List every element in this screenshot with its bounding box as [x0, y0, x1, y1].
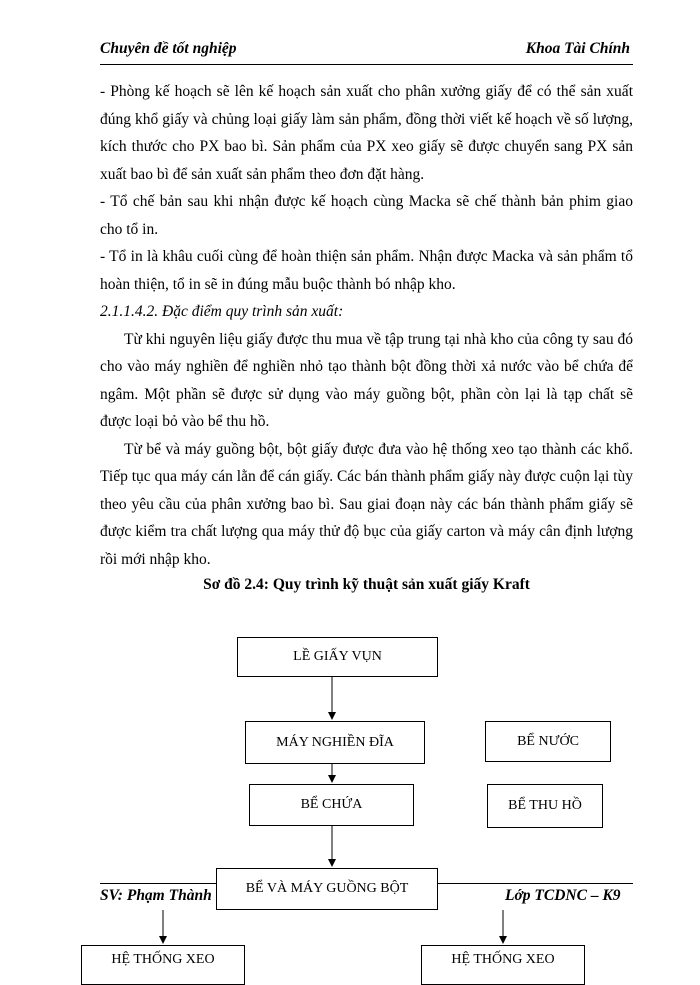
- box-he-thong-xeo-right: HỆ THỐNG XEO: [421, 945, 585, 985]
- box-le-giay-vun: LỀ GIẤY VỤN: [237, 637, 438, 677]
- box-be-nuoc: BỂ NƯỚC: [485, 721, 611, 762]
- box-be-va-may-guong-bot: BỂ VÀ MÁY GUỒNG BỘT: [216, 868, 438, 910]
- footer-right: Lớp TCDNC – K9: [505, 887, 621, 904]
- paragraph-printing: - Tổ in là khâu cuối cùng để hoàn thiện sản phẩm. Nhận được Macka và sản phẩm tổ hoàn thiện, tổ in sẽ in đúng mẫu buộc thành bó nhập kho.: [100, 248, 633, 293]
- box-he-thong-xeo-left: HỆ THỐNG XEO: [81, 945, 245, 985]
- section-heading: 2.1.1.4.2. Đặc điểm quy trình sản xuất:: [100, 303, 344, 320]
- box-may-nghien-dia: MÁY NGHIỀN ĐĨA: [245, 721, 425, 764]
- paragraph-process-1: Từ khi nguyên liệu giấy được thu mua về tập trung tại nhà kho của công ty sau đó cho vào máy nghiền để nghiền nhỏ tạo thành bột đồng thời xả nước vào bể chứa để ngâm. Một phần sẽ được sử dụng vào máy guồng bột, phần còn lại là tạp chất sẽ được loại bỏ vào bể thu hồ.: [100, 330, 633, 430]
- paragraph-process-2: Từ bể và máy guồng bột, bột giấy được đưa vào hệ thống xeo tạo thành các khổ. Tiếp tục qua máy cán lằn để cán giấy. Các bán thành phẩm giấy này được cuộn lại tùy theo yêu cầu của phân xưởng bao bì. Sau giai đoạn này các bán thành phẩm giấy sẽ được kiểm tra chất lượng qua máy thử độ bục của giấy carton và máy cân định lượng rồi mới nhập kho.: [100, 440, 633, 568]
- paragraph-planning: - Phòng kế hoạch sẽ lên kế hoạch sản xuất cho phân xưởng giấy để có thể sản xuất đúng khổ giấy và chủng loại giấy làm sản phẩm, đồng thời viết kế hoạch về số lượng, kích thước cho PX bao bì. Sản phẩm của PX xeo giấy sẽ được chuyển sang PX sản xuất bao bì để sản xuất sản phẩm theo đơn đặt hàng.: [100, 83, 633, 183]
- box-be-chua: BỂ CHỨA: [249, 784, 414, 826]
- diagram-caption: Sơ đồ 2.4: Quy trình kỹ thuật sản xuất giấy Kraft: [203, 576, 530, 593]
- header-left: Chuyên đề tốt nghiệp: [100, 40, 237, 57]
- box-be-thu-ho: BỂ THU HỒ: [487, 784, 603, 828]
- header-right: Khoa Tài Chính: [525, 40, 630, 57]
- footer-left: SV: Phạm Thành: [100, 887, 212, 904]
- paragraph-prepress: - Tổ chế bản sau khi nhận được kế hoạch cùng Macka sẽ chế thành bản phim giao cho tổ in.: [100, 193, 633, 238]
